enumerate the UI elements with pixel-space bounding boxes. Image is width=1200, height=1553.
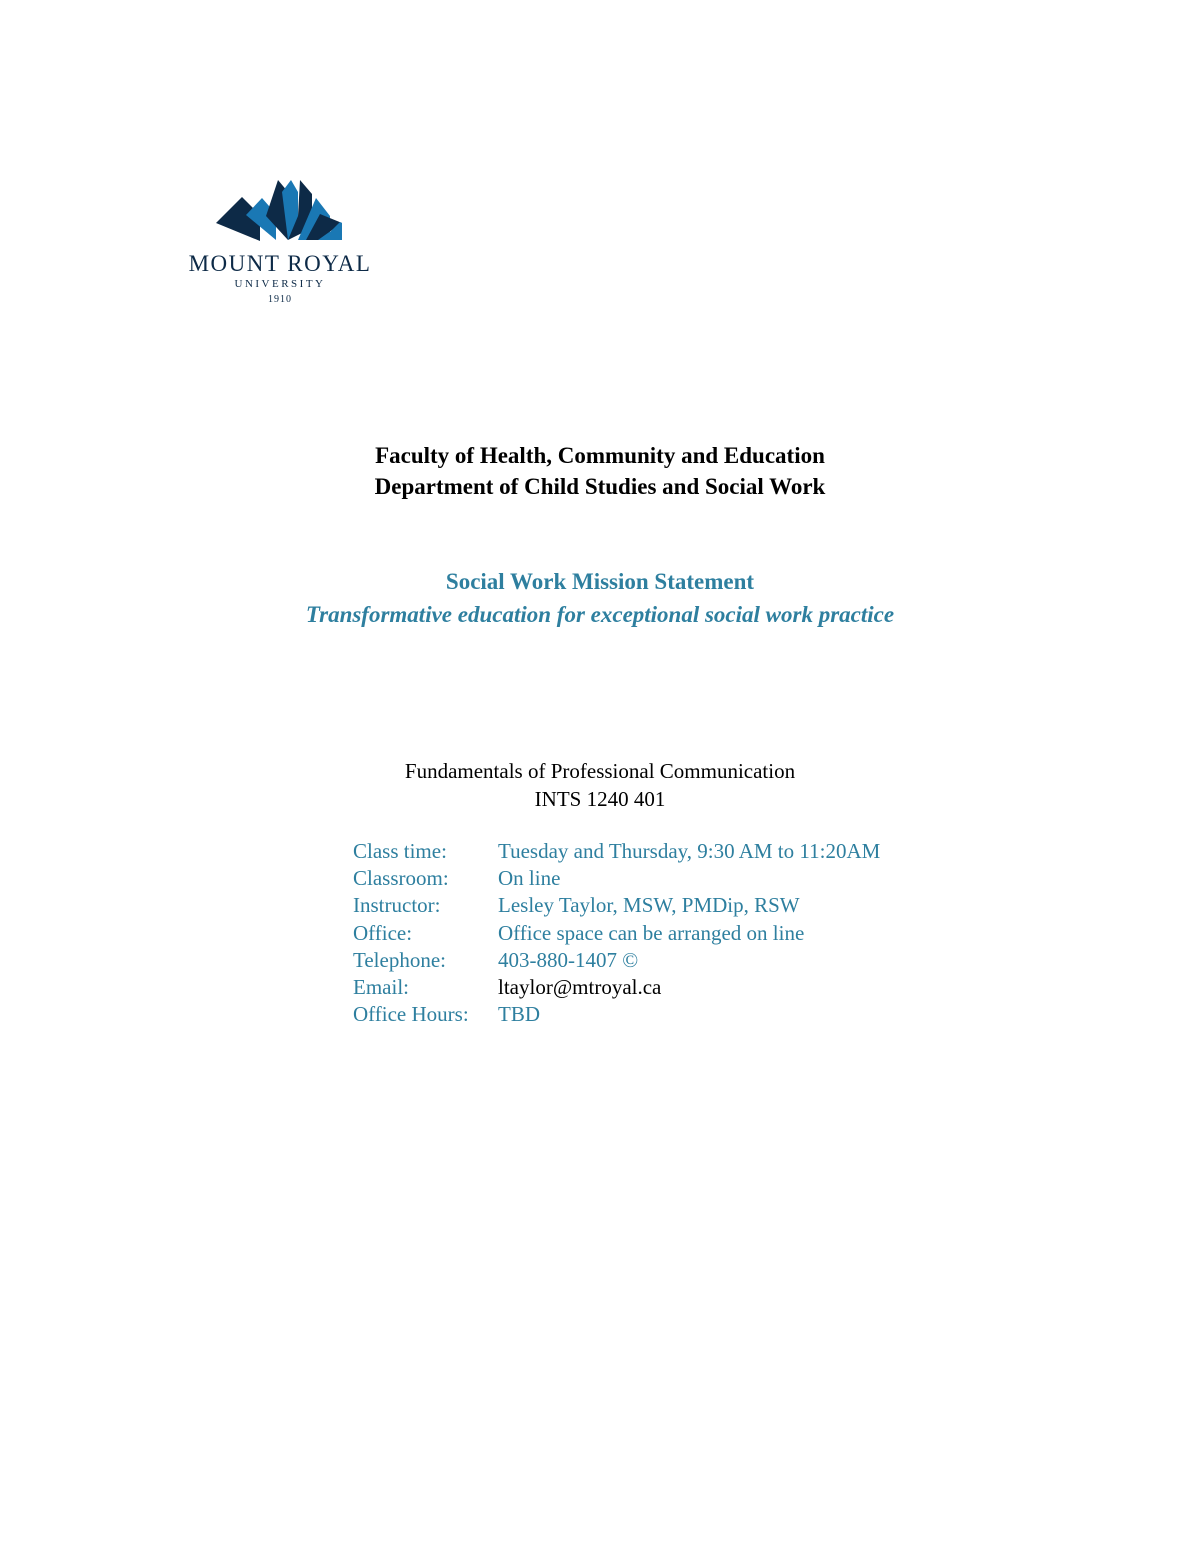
info-row-class-time bbox=[353, 838, 880, 865]
info-row-classroom bbox=[353, 865, 880, 892]
info-value: On line bbox=[498, 866, 561, 891]
info-label: Office Hours: bbox=[353, 1002, 469, 1027]
course-title: Fundamentals of Professional Communication bbox=[404, 759, 796, 783]
info-label: Telephone: bbox=[353, 947, 446, 972]
info-row-telephone bbox=[353, 947, 880, 974]
logo-sub: UNIVERSITY bbox=[234, 278, 326, 290]
info-row-office bbox=[353, 920, 880, 947]
faculty-header bbox=[0, 440, 1200, 502]
faculty-name: Faculty of Health, Community and Education bbox=[375, 443, 825, 468]
course-code: INTS 1240 401 bbox=[534, 787, 666, 811]
university-logo bbox=[180, 176, 380, 312]
email-link[interactable]: ltaylor@mtroyal.ca bbox=[498, 975, 662, 1000]
info-value: Tuesday and Thursday, 9:30 AM to 11:20AM bbox=[498, 839, 881, 863]
department-name: Department of Child Studies and Social Work bbox=[374, 474, 826, 499]
info-label: Office: bbox=[353, 920, 413, 945]
info-row-instructor bbox=[353, 892, 880, 919]
info-row-email bbox=[353, 974, 880, 1001]
mission-statement bbox=[0, 565, 1200, 631]
info-label: Classroom: bbox=[353, 866, 449, 891]
info-label: Instructor: bbox=[353, 893, 441, 918]
info-value: Lesley Taylor, MSW, PMDip, RSW bbox=[498, 893, 800, 918]
mission-tagline: Transformative education for exceptional social work practice bbox=[305, 602, 895, 627]
info-value: 403-880-1407 © bbox=[498, 947, 639, 972]
info-row-office-hours bbox=[353, 1001, 880, 1028]
course-info-table bbox=[353, 838, 880, 1028]
info-label: Class time: bbox=[353, 839, 447, 863]
course-heading bbox=[0, 757, 1200, 813]
crown-mark-icon bbox=[216, 180, 342, 241]
info-label: Email: bbox=[353, 975, 409, 1000]
logo-year: 1910 bbox=[268, 294, 292, 305]
mission-title: Social Work Mission Statement bbox=[445, 569, 755, 594]
info-value: TBD bbox=[498, 1002, 540, 1027]
logo-name: MOUNT ROYAL bbox=[188, 251, 372, 276]
info-value: Office space can be arranged on line bbox=[498, 920, 805, 945]
